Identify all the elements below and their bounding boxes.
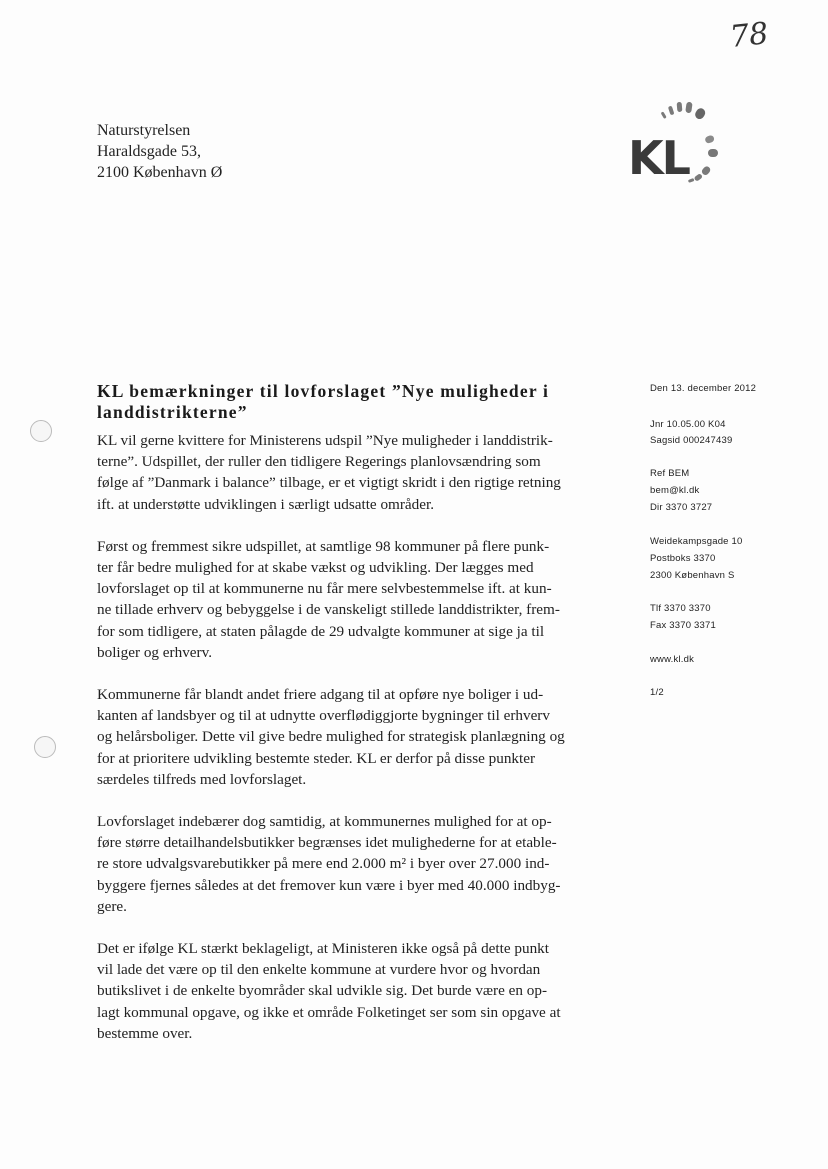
paragraph-line: lovforslaget op til at kommunerne nu får mere selvbestemmelse ift. at kun- xyxy=(97,580,552,598)
paragraph-line: Kommunerne får blandt andet friere adgang til at opføre nye boliger i ud- xyxy=(97,686,544,704)
paragraph-line: lagt kommunal opgave, og ikke et område Folketinget ser som sin opgave at xyxy=(97,1003,561,1021)
recipient-street: Haraldsgade 53, xyxy=(97,143,201,160)
paragraph-line: følge af ”Danmark i balance” tilbage, er et vigtigt skridt i den rigtige retning xyxy=(97,474,561,492)
paragraph-line: Det er ifølge KL stærkt beklageligt, at Ministeren ikke også på dette punkt xyxy=(97,940,549,958)
punch-hole-bottom xyxy=(34,736,56,758)
paragraph-line: vil lade det være op til den enkelte kommune at vurdere hvor og hvordan xyxy=(97,961,541,979)
paragraph-line: byggere fjernes således at det fremover kun være i byer med 40.000 indbyg- xyxy=(97,876,561,894)
paragraph-line: gere. xyxy=(97,897,127,915)
paragraph-line: for at prioritere udvikling bestemte steder. KL er derfor på disse punkter xyxy=(97,749,536,767)
sidebar-date: Den 13. december 2012 xyxy=(650,383,757,394)
sidebar-page-indicator: 1/2 xyxy=(650,687,664,698)
paragraph-line: for som tidligere, at staten pålagde de 29 udvalgte kommuner at sige ja til xyxy=(97,622,545,640)
paragraph-line: ter får bedre mulighed for at skabe vækst og udvikling. Der lægges med xyxy=(97,559,534,577)
paragraph xyxy=(97,430,617,515)
kl-logo xyxy=(622,96,742,196)
paragraph-line: føre større detailhandelsbutikker begrænses idet mulighederne for at etable- xyxy=(97,834,557,852)
paragraph-line: re store udvalgsvarebutikker på mere end 2.000 m² i byer over 27.000 ind- xyxy=(97,855,550,873)
sidebar-jnr: Jnr 10.05.00 K04 xyxy=(650,419,726,430)
sidebar-street: Weidekampsgade 10 xyxy=(650,536,743,547)
handwritten-page-number: 78 xyxy=(728,16,770,55)
sidebar-ref: Ref BEM xyxy=(650,468,690,479)
recipient-city: 2100 København Ø xyxy=(97,164,223,181)
paragraph-line: butikslivet i de enkelte byområder skal udvikle sig. Det burde være en op- xyxy=(97,982,548,1000)
sidebar-email: bem@kl.dk xyxy=(650,485,700,496)
sidebar-phone: Tlf 3370 3370 xyxy=(650,603,711,614)
paragraph-line: og helårsboliger. Dette vil give bedre mulighed for strategisk planlægning og xyxy=(97,728,565,746)
sidebar-city: 2300 København S xyxy=(650,570,735,581)
paragraph-line: boliger og erhverv. xyxy=(97,643,212,661)
paragraph-line: terne”. Udspillet, der ruller den tidligere Regerings planlovsændring som xyxy=(97,453,541,471)
punch-hole-top xyxy=(30,420,52,442)
sidebar-direct-phone: Dir 3370 3727 xyxy=(650,502,713,513)
sidebar-sagsid: Sagsid 000247439 xyxy=(650,435,733,446)
letter-body xyxy=(97,430,617,1044)
paragraph-line: Først og fremmest sikre udspillet, at samtlige 98 kommuner på flere punk- xyxy=(97,537,550,555)
logo-text: KL xyxy=(628,131,689,185)
sidebar-website[interactable]: www.kl.dk xyxy=(650,654,695,665)
paragraph xyxy=(97,938,617,1044)
paragraph-line: KL vil gerne kvittere for Ministerens udspil ”Nye muligheder i landdistrik- xyxy=(97,432,553,449)
title-line: KL bemærkninger til lovforslaget ”Nye muligheder i xyxy=(97,381,550,401)
sidebar-postbox: Postboks 3370 xyxy=(650,553,716,564)
paragraph xyxy=(97,684,617,790)
paragraph-line: kanten af landsbyer og til at udnytte overflødiggjorte bygninger til erhverv xyxy=(97,707,550,725)
paragraph-line: bestemme over. xyxy=(97,1024,193,1042)
paragraph xyxy=(97,536,617,663)
paragraph-line: særdeles tilfreds med lovforslaget. xyxy=(97,770,307,788)
recipient-address xyxy=(97,120,222,183)
recipient-name: Naturstyrelsen xyxy=(97,122,191,139)
sidebar-fax: Fax 3370 3371 xyxy=(650,620,716,631)
letter-title xyxy=(97,381,607,423)
paragraph-line: ne tillade erhverv og bebyggelse i de vanskeligt stillede landdistrikter, frem- xyxy=(97,601,560,619)
paragraph-line: Lovforslaget indebærer dog samtidig, at kommunernes mulighed for at op- xyxy=(97,813,552,831)
title-line: landdistrikterne” xyxy=(97,402,248,422)
paragraph-line: ift. at understøtte udviklingen i særligt udsatte områder. xyxy=(97,495,435,513)
paragraph xyxy=(97,811,617,917)
